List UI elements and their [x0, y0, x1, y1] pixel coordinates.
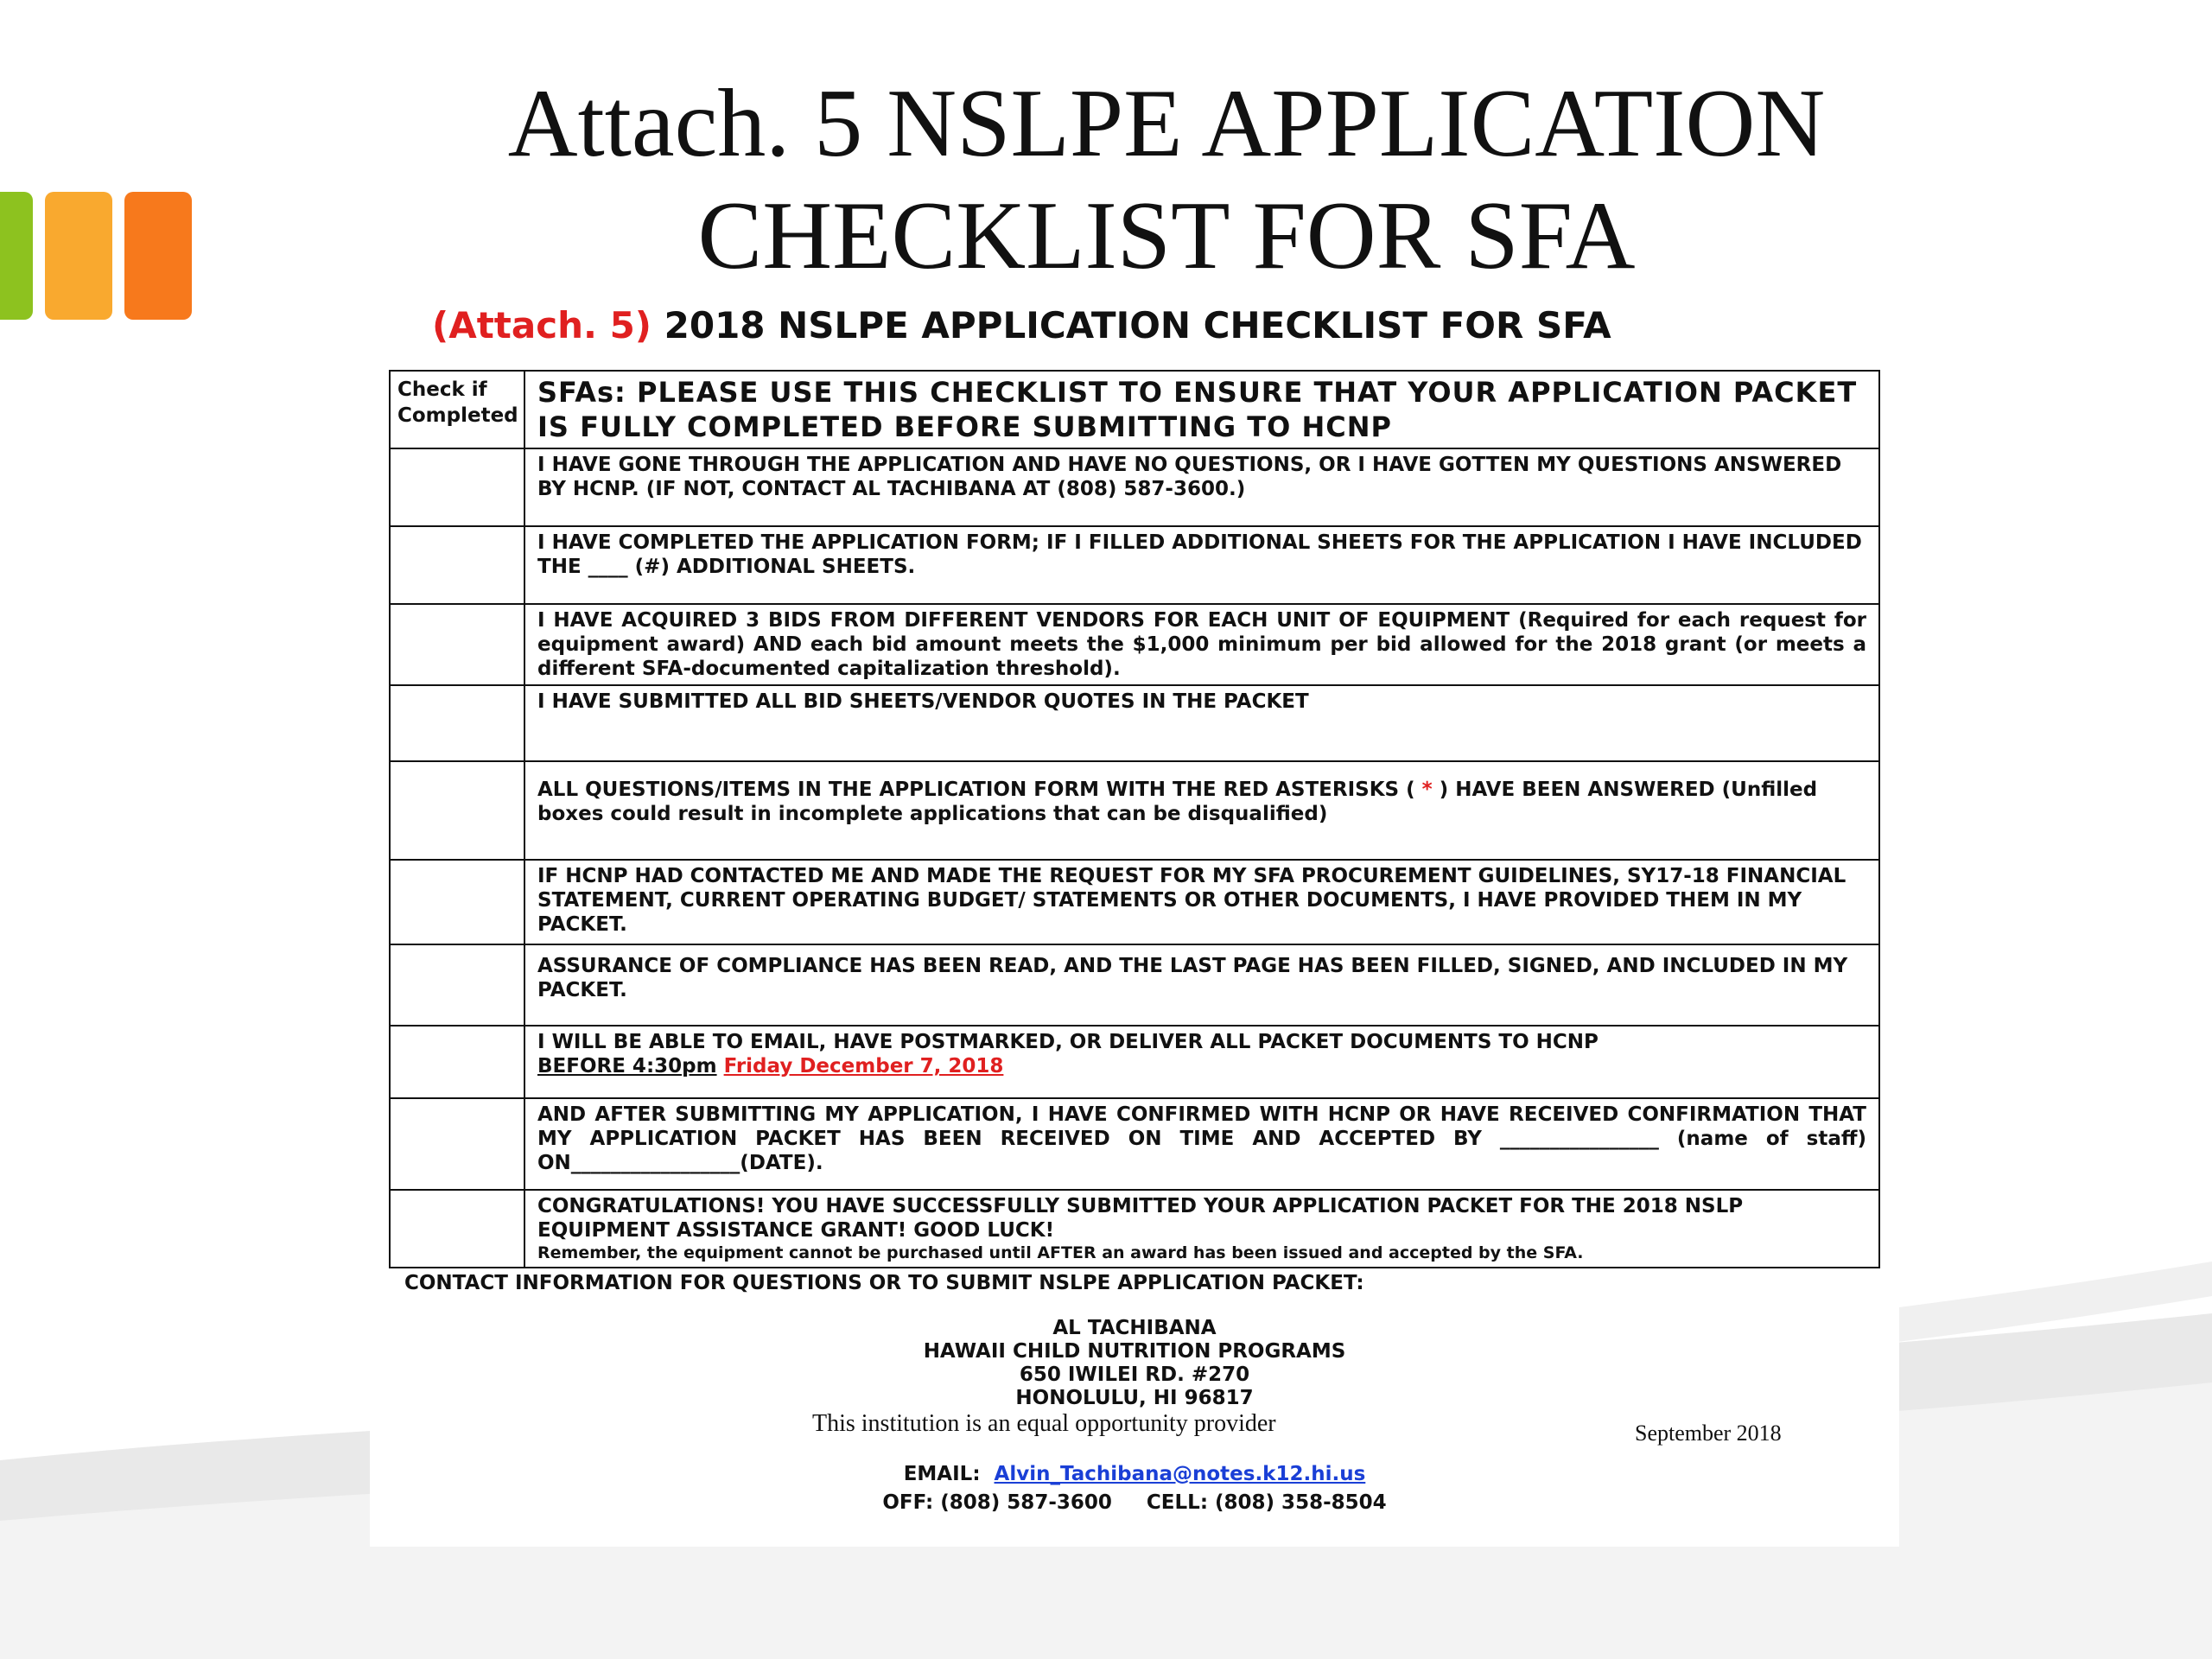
accent-bar-orange: [124, 192, 192, 320]
deadline-date: Friday December 7, 2018: [723, 1055, 1004, 1077]
check-box-cell[interactable]: [390, 1098, 524, 1190]
deadline-prefix: BEFORE 4:30pm: [537, 1055, 717, 1077]
accent-bar-yellow: [45, 192, 112, 320]
document-heading: [432, 304, 1884, 346]
email-link[interactable]: Alvin_Tachibana@notes.k12.hi.us: [994, 1463, 1366, 1485]
contact-address-line2: HONOLULU, HI 96817: [1015, 1387, 1254, 1409]
checklist-row: [390, 448, 1879, 526]
contact-address-block: [370, 1317, 1899, 1410]
document-heading-text: 2018 NSLPE APPLICATION CHECKLIST FOR SFA: [652, 304, 1611, 346]
contact-email-line: [370, 1460, 1899, 1489]
contact-org: HAWAII CHILD NUTRITION PROGRAMS: [923, 1340, 1346, 1363]
checklist-row: [390, 526, 1879, 604]
document-date: September 2018: [1635, 1421, 1782, 1446]
checklist-item-text: I HAVE GONE THROUGH THE APPLICATION AND HAVE NO QUESTIONS, OR I HAVE GOTTEN MY QUESTIONS ANSWERED BY HCNP. (IF NOT, CONTACT AL TACHIBANA AT (808) 587-3600.): [524, 448, 1879, 526]
red-asterisk: *: [1421, 779, 1433, 801]
contact-heading: CONTACT INFORMATION FOR QUESTIONS OR TO SUBMIT NSLPE APPLICATION PACKET:: [404, 1272, 1364, 1294]
accent-bar-green: [0, 192, 33, 320]
checklist-item-text: CONGRATULATIONS! YOU HAVE SUCCESSFULLY SUBMITTED YOUR APPLICATION PACKET FOR THE 2018 NSLP EQUIPMENT ASSISTANCE GRANT! GOOD LUCK!: [537, 1195, 1744, 1242]
contact-address-line1: 650 IWILEI RD. #270: [1019, 1363, 1250, 1386]
checklist-table: [389, 370, 1880, 1268]
checklist-item-text: IF HCNP HAD CONTACTED ME AND MADE THE REQUEST FOR MY SFA PROCUREMENT GUIDELINES, SY17-18 FINANCIAL STATEMENT, CURRENT OPERATING BUDGET/ STATEMENTS OR OTHER DOCUMENTS, I HAVE PROVIDED THEM IN MY PACKET.: [524, 860, 1879, 944]
contact-phones: OFF: (808) 587-3600 CELL: (808) 358-8504: [882, 1491, 1387, 1514]
checklist-row: [390, 944, 1879, 1026]
check-box-cell[interactable]: [390, 448, 524, 526]
checklist-item-text: I HAVE SUBMITTED ALL BID SHEETS/VENDOR QUOTES IN THE PACKET: [524, 685, 1879, 761]
check-box-cell[interactable]: [390, 685, 524, 761]
checklist-row: [390, 1098, 1879, 1190]
checklist-header-row: [390, 371, 1879, 448]
contact-email-phone: [370, 1460, 1899, 1517]
checklist-item-deadline: [524, 1026, 1879, 1098]
checklist-row: [390, 1190, 1879, 1268]
checklist-item-text: ALL QUESTIONS/ITEMS IN THE APPLICATION FORM WITH THE RED ASTERISKS (: [537, 779, 1422, 801]
checklist-item-text: I WILL BE ABLE TO EMAIL, HAVE POSTMARKED, OR DELIVER ALL PACKET DOCUMENTS TO HCNP: [537, 1031, 1599, 1053]
checklist-row: [390, 604, 1879, 685]
equal-opportunity-statement: This institution is an equal opportunity provider: [812, 1410, 1276, 1437]
slide-title-line2: CHECKLIST FOR SFA: [697, 182, 1636, 289]
checklist-item-text: I HAVE ACQUIRED 3 BIDS FROM DIFFERENT VENDORS FOR EACH UNIT OF EQUIPMENT (Required for each request for equipment award) AND each bid amount meets the $1,000 minimum per bid allowed for the 2018 grant (or meets a different SFA-documented capitalization threshold).: [524, 604, 1879, 685]
header-check-if-completed: Check if Completed: [390, 371, 524, 448]
checklist-item-text: I HAVE COMPLETED THE APPLICATION FORM; IF I FILLED ADDITIONAL SHEETS FOR THE APPLICATION I HAVE INCLUDED THE ____ (#) ADDITIONAL SHEETS.: [524, 526, 1879, 604]
checklist-item-asterisk-row: [524, 761, 1879, 860]
checklist-item-text: ASSURANCE OF COMPLIANCE HAS BEEN READ, AND THE LAST PAGE HAS BEEN FILLED, SIGNED, AND INCLUDED IN MY PACKET.: [524, 944, 1879, 1026]
document-heading-attach-label: (Attach. 5): [432, 304, 652, 346]
checklist-item-text: AND AFTER SUBMITTING MY APPLICATION, I HAVE CONFIRMED WITH HCNP OR HAVE RECEIVED CONFIRMATION THAT MY APPLICATION PACKET HAS BEEN RECEIVED ON TIME AND ACCEPTED BY ________________ (name of staff) ON_________________(DATE).: [524, 1098, 1879, 1190]
checklist-row: [390, 685, 1879, 761]
checklist-row: [390, 761, 1879, 860]
check-box-cell[interactable]: [390, 761, 524, 860]
checklist-item-text-cont: ) HAVE BEEN ANSWERED (Unfilled boxes could result in incomplete applications that can be disqualified): [537, 779, 1818, 825]
checklist-row: [390, 1026, 1879, 1098]
checklist-item-congrats: [524, 1190, 1879, 1268]
check-box-cell[interactable]: [390, 1026, 524, 1098]
slide-title: [311, 67, 2022, 292]
check-box-cell[interactable]: [390, 526, 524, 604]
checklist-item-note: Remember, the equipment cannot be purchased until AFTER an award has been issued and accepted by the SFA.: [537, 1243, 1584, 1262]
slide-title-line1: Attach. 5 NSLPE APPLICATION: [507, 70, 1826, 177]
checklist-row: [390, 860, 1879, 944]
check-box-cell[interactable]: [390, 1190, 524, 1268]
contact-name: AL TACHIBANA: [1052, 1317, 1217, 1339]
check-box-cell[interactable]: [390, 860, 524, 944]
checklist-document: [370, 294, 1899, 1547]
header-instructions: SFAs: PLEASE USE THIS CHECKLIST TO ENSURE THAT YOUR APPLICATION PACKET IS FULLY COMPLETED BEFORE SUBMITTING TO HCNP: [524, 371, 1879, 448]
check-box-cell[interactable]: [390, 944, 524, 1026]
email-label: EMAIL:: [903, 1463, 981, 1485]
check-box-cell[interactable]: [390, 604, 524, 685]
